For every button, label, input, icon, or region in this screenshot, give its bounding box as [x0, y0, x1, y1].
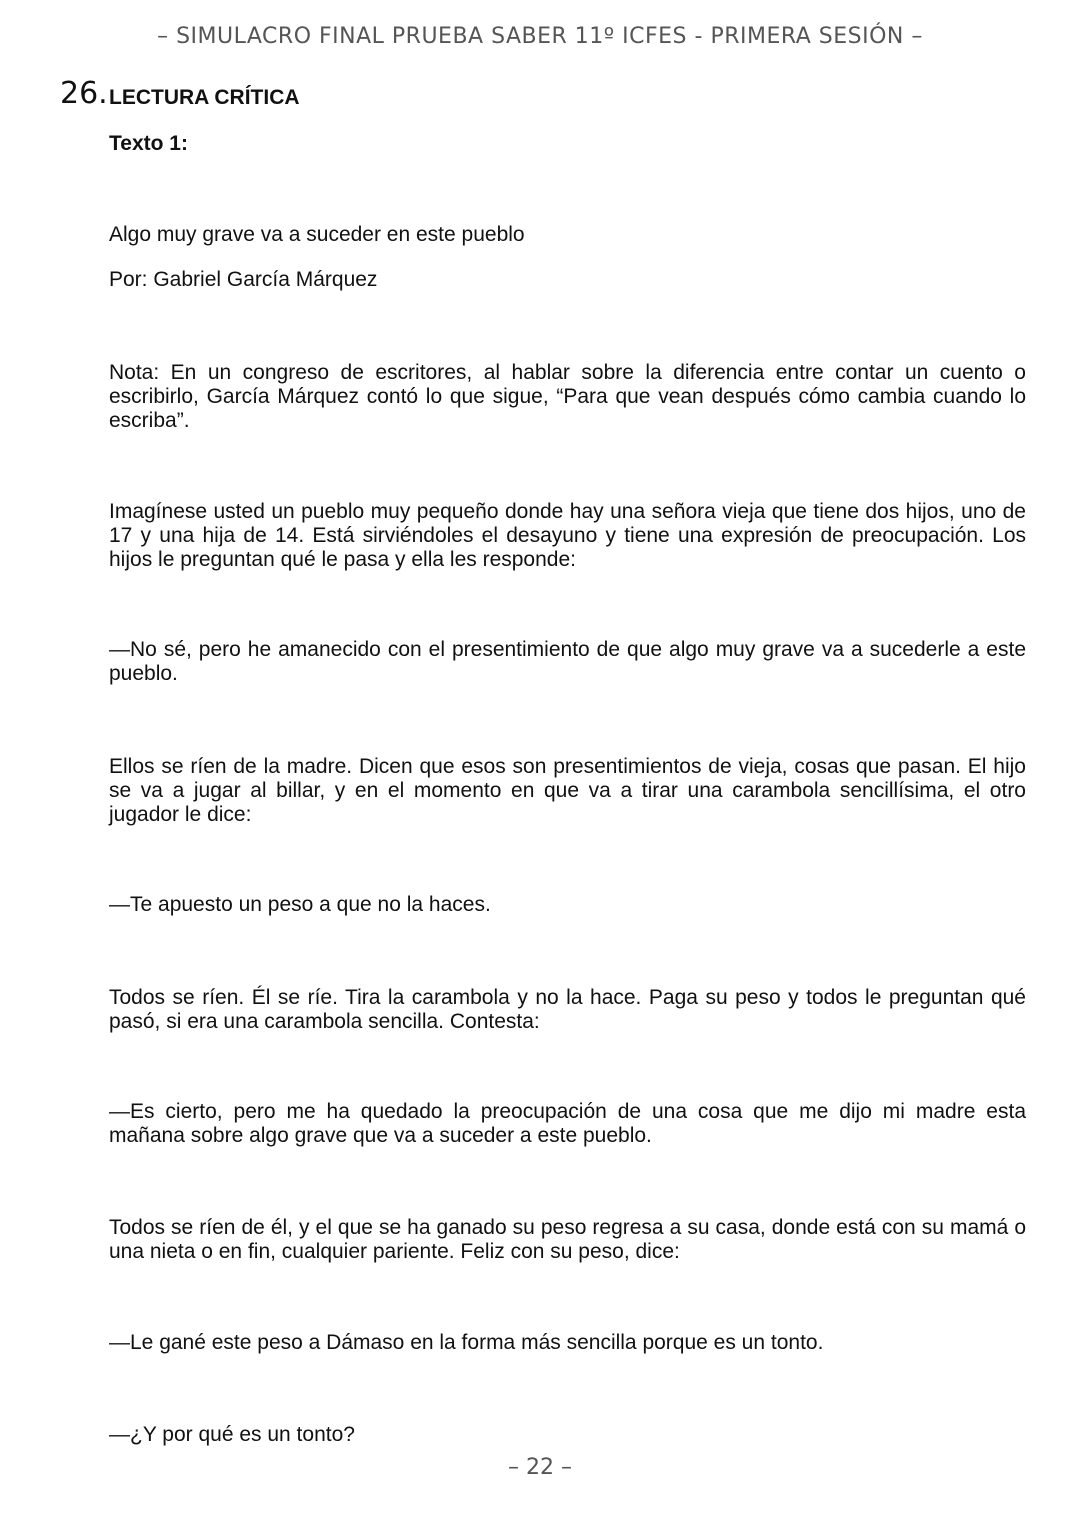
paragraph: Todos se ríen. Él se ríe. Tira la carambola y no la hace. Paga su peso y todos le preguntan qué pasó, si era una carambola sencilla. Contesta: [109, 986, 1026, 1033]
paragraph: Todos se ríen de él, y el que se ha ganado su peso regresa a su casa, donde está con su mamá o una nieta o en fin, cualquier pariente. Feliz con su peso, dice: [109, 1216, 1026, 1263]
paragraph-note: Nota: En un congreso de escritores, al hablar sobre la diferencia entre contar un cuento o escribirlo, García Márquez contó lo que sigue, “Para que vean después cómo cambia cuando lo escriba”. [109, 361, 1026, 432]
section-title: LECTURA CRÍTICA [109, 86, 300, 109]
dialogue-line: —¿Y por qué es un tonto? [109, 1423, 355, 1446]
paragraph: Ellos se ríen de la madre. Dicen que esos son presentimientos de vieja, cosas que pasan. El hijo se va a jugar al billar, y en el momento en que va a tirar una carambola sencillísima, el otro jugador le dice: [109, 755, 1026, 826]
dialogue-line: —No sé, pero he amanecido con el presentimiento de que algo muy grave va a sucederle a este pueblo. [109, 638, 1026, 685]
dialogue-line: —Es cierto, pero me ha quedado la preocupación de una cosa que me dijo mi madre esta mañana sobre algo grave que va a suceder a este pueblo. [109, 1100, 1026, 1147]
dialogue-line: —Le gané este peso a Dámaso en la forma más sencilla porque es un tonto. [109, 1331, 824, 1354]
story-author: Por: Gabriel García Márquez [109, 268, 378, 291]
story-title: Algo muy grave va a suceder en este pueblo [109, 223, 525, 246]
dialogue-line: —Te apuesto un peso a que no la haces. [109, 893, 491, 916]
text-label: Texto 1: [109, 132, 188, 155]
paragraph: Imagínese usted un pueblo muy pequeño donde hay una señora vieja que tiene dos hijos, uno de 17 y una hija de 14. Está sirviéndoles el desayuno y tiene una expresión de preocupación. Los hijos le preguntan qué le pasa y ella les responde: [109, 500, 1026, 571]
running-header: – SIMULACRO FINAL PRUEBA SABER 11º ICFES - PRIMERA SESIÓN – [157, 24, 923, 49]
page-number: – 22 – [508, 1455, 572, 1480]
question-number: 26. [60, 76, 108, 111]
